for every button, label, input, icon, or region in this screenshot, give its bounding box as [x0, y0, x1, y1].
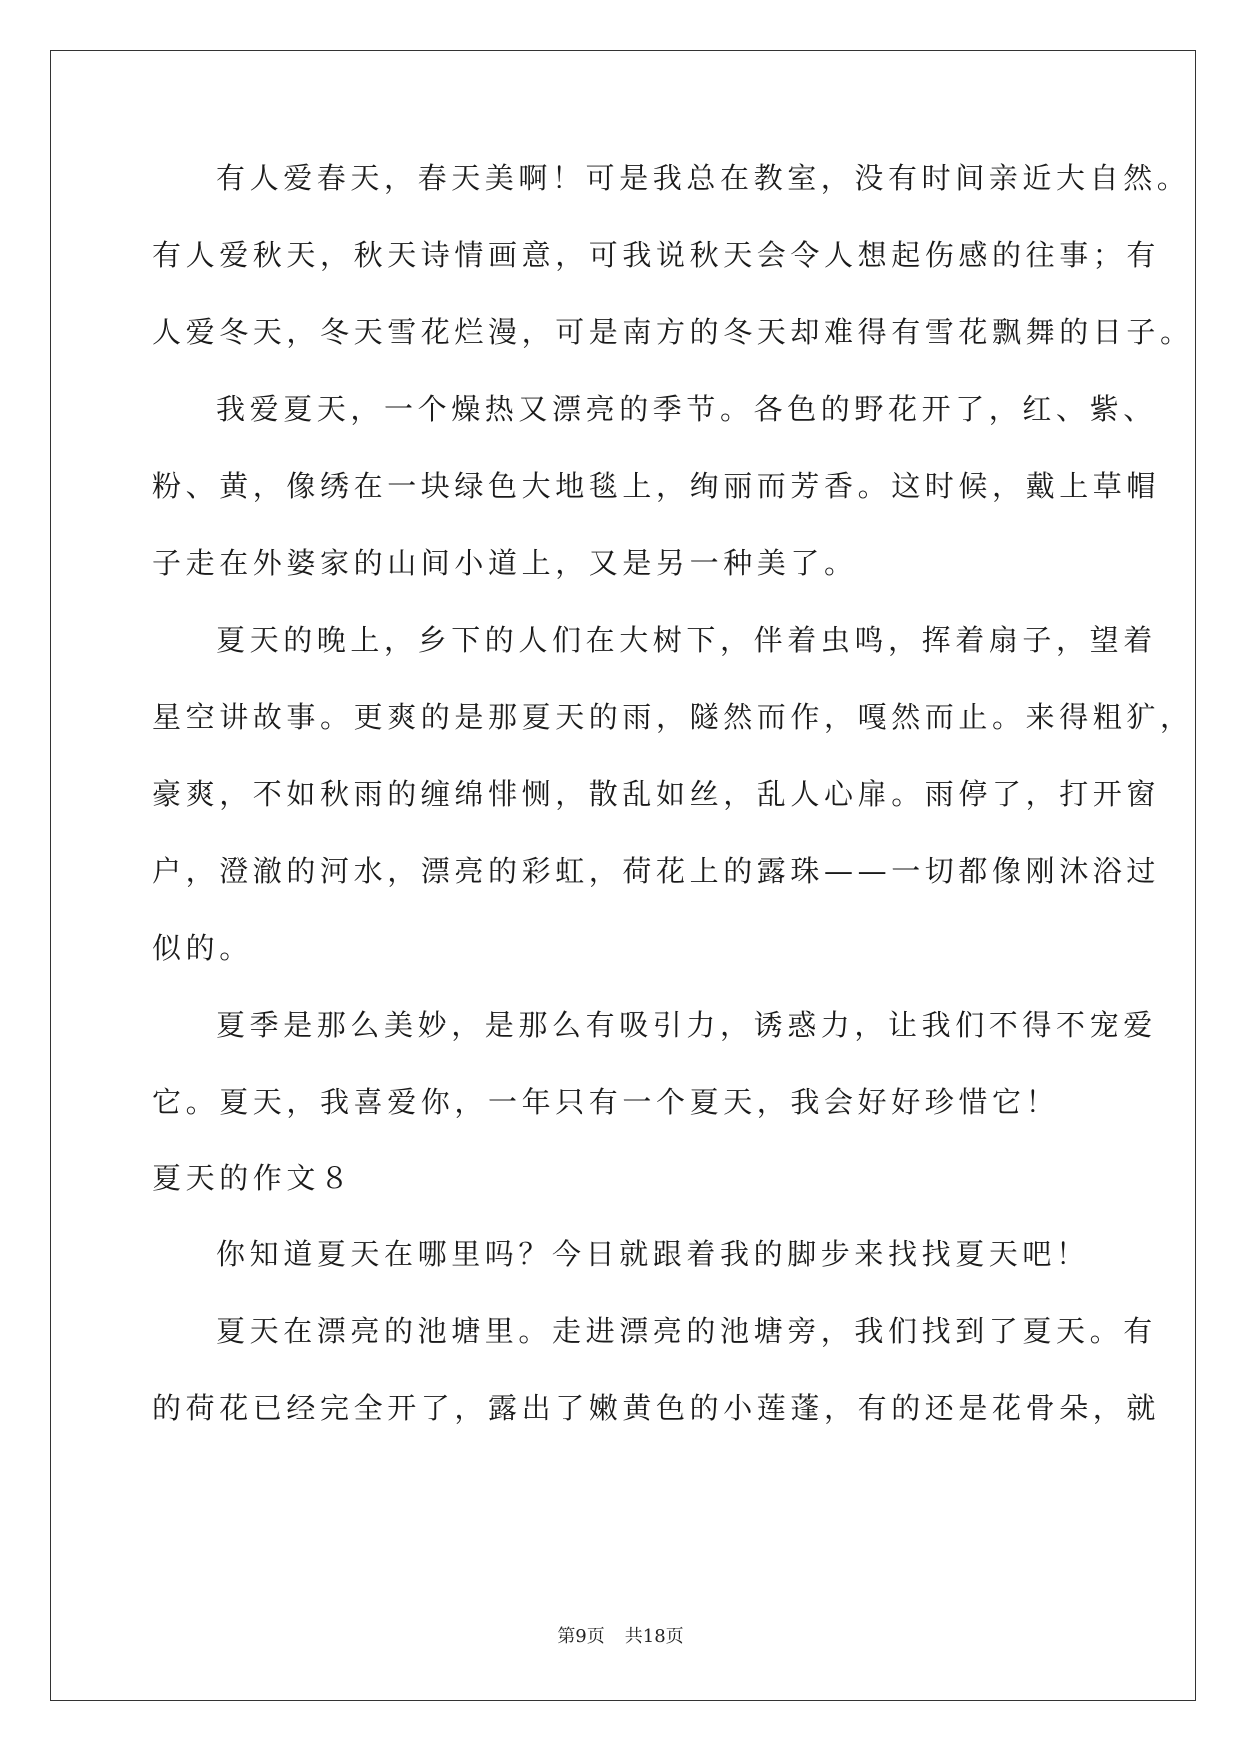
paragraph-line: 我爱夏天，一个燥热又漂亮的季节。各色的野花开了，红、紫、: [216, 392, 1157, 426]
paragraph-line: 夏天在漂亮的池塘里。走进漂亮的池塘旁，我们找到了夏天。有: [216, 1314, 1157, 1348]
paragraph-line: 夏季是那么美妙，是那么有吸引力，诱惑力，让我们不得不宠爱: [216, 1008, 1157, 1042]
paragraph-line: 子走在外婆家的山间小道上，又是另一种美了。: [152, 546, 858, 580]
page-number: 第9页: [557, 1626, 605, 1647]
paragraph-line: 它。夏天，我喜爱你，一年只有一个夏天，我会好好珍惜它！: [152, 1085, 1060, 1119]
paragraph-line: 星空讲故事。更爽的是那夏天的雨，隧然而作，嘎然而止。来得粗犷，: [152, 700, 1194, 734]
paragraph-line: 似的。: [152, 931, 253, 965]
paragraph-line: 你知道夏天在哪里吗？今日就跟着我的脚步来找找夏天吧！: [216, 1237, 1090, 1271]
page-footer: [0, 1625, 1241, 1649]
page-total: 共18页: [624, 1626, 684, 1647]
paragraph-line: 户，澄澈的河水，漂亮的彩虹，荷花上的露珠——一切都像刚沐浴过: [152, 854, 1161, 888]
section-heading: 夏天的作文８: [152, 1161, 354, 1195]
paragraph-line: 的荷花已经完全开了，露出了嫩黄色的小莲蓬，有的还是花骨朵，就: [152, 1391, 1161, 1425]
paragraph-line: 有人爱秋天，秋天诗情画意，可我说秋天会令人想起伤感的往事；有: [152, 238, 1161, 272]
paragraph-line: 豪爽，不如秋雨的缠绵悱恻，散乱如丝，乱人心扉。雨停了，打开窗: [152, 777, 1161, 811]
paragraph-line: 人爱冬天，冬天雪花烂漫，可是南方的冬天却难得有雪花飘舞的日子。: [152, 315, 1194, 349]
paragraph-line: 粉、黄，像绣在一块绿色大地毯上，绚丽而芳香。这时候，戴上草帽: [152, 469, 1161, 503]
paragraph-line: 有人爱春天，春天美啊！可是我总在教室，没有时间亲近大自然。: [216, 161, 1191, 195]
paragraph-line: 夏天的晚上，乡下的人们在大树下，伴着虫鸣，挥着扇子，望着: [216, 623, 1157, 657]
